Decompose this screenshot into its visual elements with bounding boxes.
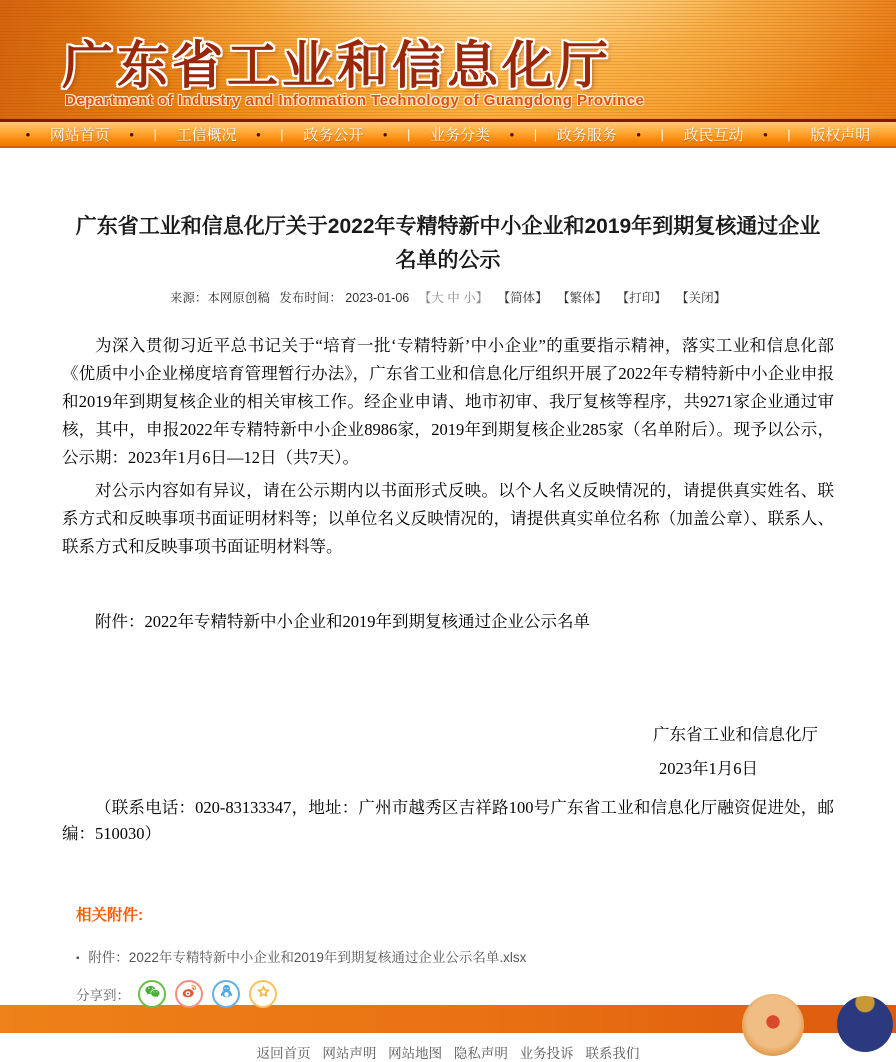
nav-item-business[interactable]: 业务分类: [430, 126, 491, 144]
nav-dot: •: [636, 126, 641, 142]
related-attachments-heading: 相关附件:: [76, 907, 144, 924]
nav-item-home[interactable]: 网站首页: [49, 126, 110, 144]
nav-dot: •: [256, 126, 261, 142]
share-qzone-button[interactable]: [249, 980, 277, 1008]
nav-separator: |: [660, 126, 664, 142]
close-button[interactable]: 【关闭】: [676, 291, 727, 305]
meta-source: 来源：本网原创稿: [169, 291, 270, 305]
footer-link-privacy[interactable]: 隐私声明: [453, 1046, 508, 1061]
attachment-file-link[interactable]: 附件：2022年专精特新中小企业和2019年到期复核通过企业公示名单.xlsx: [88, 950, 527, 965]
footer-link-home[interactable]: 返回首页: [256, 1046, 311, 1061]
share-wechat-button[interactable]: [138, 980, 166, 1008]
nav-separator: |: [533, 126, 538, 142]
bullet-icon: ▪: [76, 953, 80, 964]
print-button[interactable]: 【打印】: [616, 291, 667, 305]
contact-info: （联系电话：020-83133347，地址：广州市越秀区吉祥路100号广东省工业和信息化厅融资促进处，邮编：510030）: [62, 798, 834, 843]
nav-item-interaction[interactable]: 政民互动: [683, 126, 744, 144]
site-subtitle-english: Department of Industry and Information Technology of Guangdong Province: [65, 92, 645, 109]
main-nav: [0, 122, 896, 148]
nav-item-services[interactable]: 政务服务: [556, 126, 617, 144]
share-row: [62, 980, 834, 1008]
footer-link-complaint[interactable]: 业务投诉: [519, 1046, 574, 1061]
footer-emblem-shield: [837, 996, 893, 1052]
meta-publish-time: 发布时间： 2023-01-06: [279, 291, 410, 305]
site-banner: [0, 0, 896, 122]
nav-item-overview[interactable]: 工信概况: [176, 126, 237, 144]
nav-dot: •: [25, 126, 31, 142]
attachment-reference-line: 附件：2022年专精特新中小企业和2019年到期复核通过企业公示名单: [95, 612, 590, 631]
qzone-star-icon: [255, 983, 272, 1005]
share-weibo-button[interactable]: [175, 980, 203, 1008]
article-signature: 广东省工业和信息化厅: [653, 725, 818, 744]
wechat-icon: [144, 983, 161, 1005]
article-title: 广东省工业和信息化厅关于2022年专精特新中小企业和2019年到期复核通过企业名单的公示: [75, 215, 821, 272]
nav-item-copyright[interactable]: 版权声明: [810, 126, 871, 144]
footer-emblem-badge: [742, 994, 804, 1056]
simplified-button[interactable]: 【简体】: [497, 291, 548, 305]
font-size-control[interactable]: 【大 中 小】: [418, 291, 489, 305]
article-paragraph: 对公示内容如有异议，请在公示期内以书面形式反映。以个人名义反映情况的，请提供真实姓名、联系方式和反映事项书面证明材料等；以单位名义反映情况的，请提供真实单位名称（加盖公章）、联系人、联系方式和反映事项书面证明材料等。: [62, 481, 834, 556]
site-title: 广东省工业和信息化厅: [62, 37, 613, 94]
nav-separator: |: [280, 126, 284, 142]
footer-link-statement[interactable]: 网站声明: [322, 1046, 377, 1061]
share-label: 分享到：: [76, 988, 130, 1003]
nav-separator: |: [153, 126, 157, 142]
attachment-list-item: [62, 946, 834, 966]
nav-dot: •: [763, 126, 768, 142]
nav-separator: |: [407, 126, 411, 142]
nav-separator: |: [787, 126, 791, 142]
article-paragraph: 为深入贯彻习近平总书记关于“培育一批‘专精特新’中小企业”的重要指示精神，落实工业和信息化部《优质中小企业梯度培育管理暂行办法》，广东省工业和信息化厅组织开展了2022年专精特新中小企业申报和2019年到期复核企业的相关审核工作。经企业申请、地市初审、我厅复核等程序，共9271家企业通过审核，其中，申报2022年专精特新中小企业8986家，2019年到期复核企业285家（名单附后）。现予以公示，公示期：2023年1月6日—12日（共7天）。: [62, 336, 834, 467]
nav-dot: •: [129, 126, 134, 142]
article-content: [62, 210, 834, 1005]
article-date: 2023年1月6日: [659, 759, 758, 778]
nav-item-gov-affairs[interactable]: 政务公开: [303, 126, 364, 144]
traditional-button[interactable]: 【繁体】: [557, 291, 608, 305]
weibo-icon: [181, 983, 198, 1005]
footer-link-sitemap[interactable]: 网站地图: [388, 1046, 443, 1061]
share-qq-button[interactable]: [212, 980, 240, 1008]
article-meta: [62, 288, 834, 306]
nav-dot: •: [382, 126, 388, 142]
qq-icon: [218, 983, 235, 1005]
footer-link-contact[interactable]: 联系我们: [585, 1046, 640, 1061]
nav-dot: •: [509, 126, 515, 142]
